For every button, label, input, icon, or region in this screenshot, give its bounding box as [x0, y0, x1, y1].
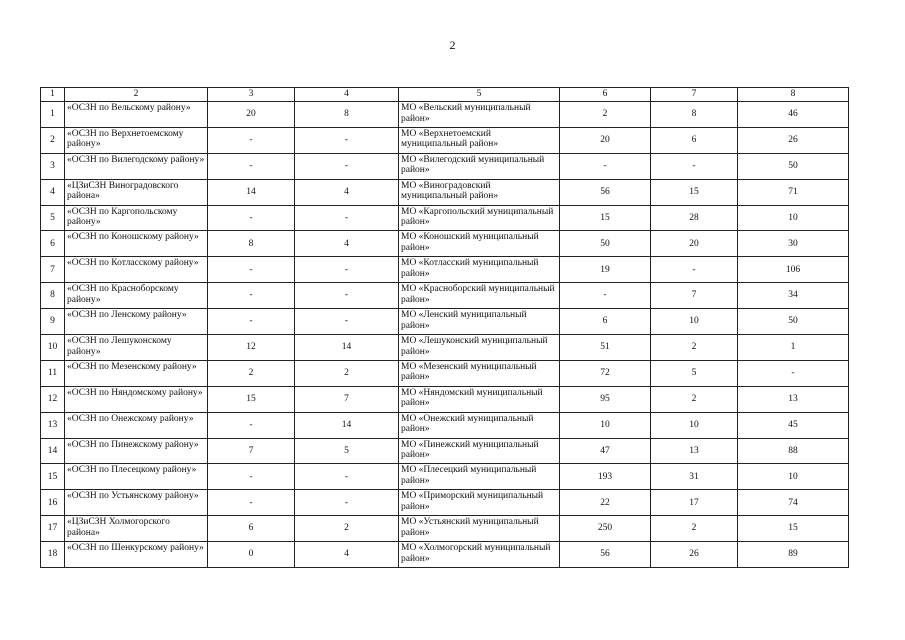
value-cell: 46	[738, 102, 849, 128]
organization-cell: «ОСЗН по Ленскому району»	[65, 309, 208, 335]
value-cell: 1	[738, 335, 849, 361]
value-cell: 45	[738, 412, 849, 438]
value-cell: 4	[295, 231, 399, 257]
value-cell: 31	[651, 464, 738, 490]
value-cell: -	[208, 490, 295, 516]
value-cell: 12	[208, 335, 295, 361]
organization-cell: «ОСЗН по Верхнетоемскому району»	[65, 127, 208, 153]
value-cell: 2	[295, 360, 399, 386]
row-number-cell: 1	[41, 102, 65, 128]
municipality-cell: МО «Вельский муниципальный район»	[399, 102, 560, 128]
value-cell: -	[295, 309, 399, 335]
organization-cell: «ОСЗН по Каргопольскому району»	[65, 205, 208, 231]
value-cell: -	[295, 205, 399, 231]
header-cell: 8	[738, 88, 849, 102]
municipality-cell: МО «Лешуконский муниципальный район»	[399, 335, 560, 361]
value-cell: 17	[651, 490, 738, 516]
municipality-cell: МО «Онежский муниципальный район»	[399, 412, 560, 438]
value-cell: 51	[560, 335, 651, 361]
value-cell: 95	[560, 386, 651, 412]
row-number-cell: 11	[41, 360, 65, 386]
value-cell: 10	[738, 464, 849, 490]
table-row	[41, 464, 849, 490]
table-row	[41, 542, 849, 568]
organization-cell: «ОСЗН по Красноборскому району»	[65, 283, 208, 309]
value-cell: 56	[560, 542, 651, 568]
value-cell: 2	[651, 335, 738, 361]
table-row	[41, 102, 849, 128]
municipality-cell: МО «Котласский муниципальный район»	[399, 257, 560, 283]
value-cell: -	[560, 283, 651, 309]
value-cell: 26	[738, 127, 849, 153]
value-cell: -	[295, 257, 399, 283]
row-number-cell: 16	[41, 490, 65, 516]
municipality-cell: МО «Верхнетоемский муниципальный район»	[399, 127, 560, 153]
table-row	[41, 205, 849, 231]
value-cell: 20	[560, 127, 651, 153]
organization-cell: «ОСЗН по Лешуконскому району»	[65, 335, 208, 361]
row-number-cell: 9	[41, 309, 65, 335]
value-cell: 15	[651, 179, 738, 205]
table-row	[41, 516, 849, 542]
row-number-cell: 5	[41, 205, 65, 231]
page-number: 2	[449, 38, 456, 52]
municipality-cell: МО «Каргопольский муниципальный район»	[399, 205, 560, 231]
row-number-cell: 10	[41, 335, 65, 361]
municipality-cell: МО «Коношский муниципальный район»	[399, 231, 560, 257]
municipality-cell: МО «Ленский муниципальный район»	[399, 309, 560, 335]
organization-cell: «ОСЗН по Вельскому району»	[65, 102, 208, 128]
table-row	[41, 412, 849, 438]
value-cell: -	[208, 412, 295, 438]
table-row	[41, 257, 849, 283]
value-cell: 250	[560, 516, 651, 542]
value-cell: -	[208, 309, 295, 335]
value-cell: 2	[560, 102, 651, 128]
value-cell: -	[295, 464, 399, 490]
value-cell: 10	[651, 309, 738, 335]
table-row	[41, 438, 849, 464]
value-cell: 50	[560, 231, 651, 257]
row-number-cell: 4	[41, 179, 65, 205]
value-cell: 22	[560, 490, 651, 516]
organization-cell: «ОСЗН по Плесецкому району»	[65, 464, 208, 490]
organization-cell: «ОСЗН по Онежскому району»	[65, 412, 208, 438]
value-cell: 5	[651, 360, 738, 386]
value-cell: 5	[295, 438, 399, 464]
organization-cell: «ОСЗН по Няндомскому району»	[65, 386, 208, 412]
value-cell: 10	[651, 412, 738, 438]
table-row	[41, 360, 849, 386]
municipality-cell: МО «Няндомский муниципальный район»	[399, 386, 560, 412]
table-row	[41, 386, 849, 412]
header-cell: 3	[208, 88, 295, 102]
value-cell: 193	[560, 464, 651, 490]
value-cell: 7	[295, 386, 399, 412]
municipality-cell: МО «Красноборский муниципальный район»	[399, 283, 560, 309]
value-cell: -	[208, 464, 295, 490]
header-cell: 1	[41, 88, 65, 102]
value-cell: 15	[208, 386, 295, 412]
value-cell: 13	[651, 438, 738, 464]
value-cell: -	[208, 205, 295, 231]
value-cell: 4	[295, 542, 399, 568]
value-cell: -	[295, 490, 399, 516]
organization-cell: «ОСЗН по Шенкурскому району»	[65, 542, 208, 568]
value-cell: 50	[738, 309, 849, 335]
value-cell: 14	[208, 179, 295, 205]
value-cell: 14	[295, 335, 399, 361]
value-cell: 20	[651, 231, 738, 257]
header-cell: 5	[399, 88, 560, 102]
value-cell: 10	[560, 412, 651, 438]
header-row	[41, 88, 849, 102]
organization-cell: «ОСЗН по Вилегодскому району»	[65, 153, 208, 179]
value-cell: 6	[651, 127, 738, 153]
value-cell: -	[738, 360, 849, 386]
organization-cell: «ОСЗН по Устьянскому району»	[65, 490, 208, 516]
municipality-cell: МО «Пинежский муниципальный район»	[399, 438, 560, 464]
header-cell: 6	[560, 88, 651, 102]
value-cell: 15	[738, 516, 849, 542]
value-cell: 47	[560, 438, 651, 464]
municipality-cell: МО «Вилегодский муниципальный район»	[399, 153, 560, 179]
value-cell: 8	[295, 102, 399, 128]
value-cell: -	[651, 257, 738, 283]
value-cell: 14	[295, 412, 399, 438]
row-number-cell: 15	[41, 464, 65, 490]
value-cell: 8	[651, 102, 738, 128]
value-cell: 74	[738, 490, 849, 516]
value-cell: 56	[560, 179, 651, 205]
municipality-cell: МО «Мезенский муниципальный район»	[399, 360, 560, 386]
row-number-cell: 18	[41, 542, 65, 568]
value-cell: -	[295, 127, 399, 153]
value-cell: 2	[295, 516, 399, 542]
value-cell: -	[208, 153, 295, 179]
value-cell: 6	[560, 309, 651, 335]
row-number-cell: 3	[41, 153, 65, 179]
value-cell: 72	[560, 360, 651, 386]
value-cell: 4	[295, 179, 399, 205]
row-number-cell: 8	[41, 283, 65, 309]
value-cell: -	[208, 257, 295, 283]
organization-cell: «ОСЗН по Коношскому району»	[65, 231, 208, 257]
row-number-cell: 17	[41, 516, 65, 542]
value-cell: 71	[738, 179, 849, 205]
table-row	[41, 179, 849, 205]
value-cell: 2	[651, 516, 738, 542]
value-cell: -	[295, 153, 399, 179]
organization-cell: «ЦЗиСЗН Холмогорского района»	[65, 516, 208, 542]
value-cell: 2	[208, 360, 295, 386]
value-cell: 50	[738, 153, 849, 179]
row-number-cell: 14	[41, 438, 65, 464]
table-row	[41, 335, 849, 361]
municipality-cell: МО «Холмогорский муниципальный район»	[399, 542, 560, 568]
data-table	[40, 87, 849, 568]
value-cell: 8	[208, 231, 295, 257]
table-row	[41, 309, 849, 335]
row-number-cell: 12	[41, 386, 65, 412]
table-row	[41, 231, 849, 257]
row-number-cell: 7	[41, 257, 65, 283]
value-cell: 6	[208, 516, 295, 542]
value-cell: 30	[738, 231, 849, 257]
value-cell: 89	[738, 542, 849, 568]
table-row	[41, 153, 849, 179]
header-cell: 2	[65, 88, 208, 102]
organization-cell: «ОСЗН по Котласскому району»	[65, 257, 208, 283]
value-cell: 20	[208, 102, 295, 128]
value-cell: 0	[208, 542, 295, 568]
municipality-cell: МО «Приморский муниципальный район»	[399, 490, 560, 516]
value-cell: -	[560, 153, 651, 179]
organization-cell: «ОСЗН по Пинежскому району»	[65, 438, 208, 464]
value-cell: 106	[738, 257, 849, 283]
table-row	[41, 127, 849, 153]
value-cell: 26	[651, 542, 738, 568]
value-cell: 7	[208, 438, 295, 464]
header-cell: 4	[295, 88, 399, 102]
value-cell: 34	[738, 283, 849, 309]
value-cell: 2	[651, 386, 738, 412]
value-cell: 28	[651, 205, 738, 231]
value-cell: -	[295, 283, 399, 309]
value-cell: -	[208, 127, 295, 153]
value-cell: 15	[560, 205, 651, 231]
organization-cell: «ОСЗН по Мезенскому району»	[65, 360, 208, 386]
value-cell: -	[208, 283, 295, 309]
table-row	[41, 283, 849, 309]
municipality-cell: МО «Плесецкий муниципальный район»	[399, 464, 560, 490]
header-cell: 7	[651, 88, 738, 102]
row-number-cell: 6	[41, 231, 65, 257]
value-cell: 13	[738, 386, 849, 412]
value-cell: 88	[738, 438, 849, 464]
table-row	[41, 490, 849, 516]
municipality-cell: МО «Устьянский муниципальный район»	[399, 516, 560, 542]
row-number-cell: 2	[41, 127, 65, 153]
value-cell: -	[651, 153, 738, 179]
value-cell: 7	[651, 283, 738, 309]
value-cell: 19	[560, 257, 651, 283]
organization-cell: «ЦЗиСЗН Виноградовского района»	[65, 179, 208, 205]
row-number-cell: 13	[41, 412, 65, 438]
value-cell: 10	[738, 205, 849, 231]
municipality-cell: МО «Виноградовский муниципальный район»	[399, 179, 560, 205]
